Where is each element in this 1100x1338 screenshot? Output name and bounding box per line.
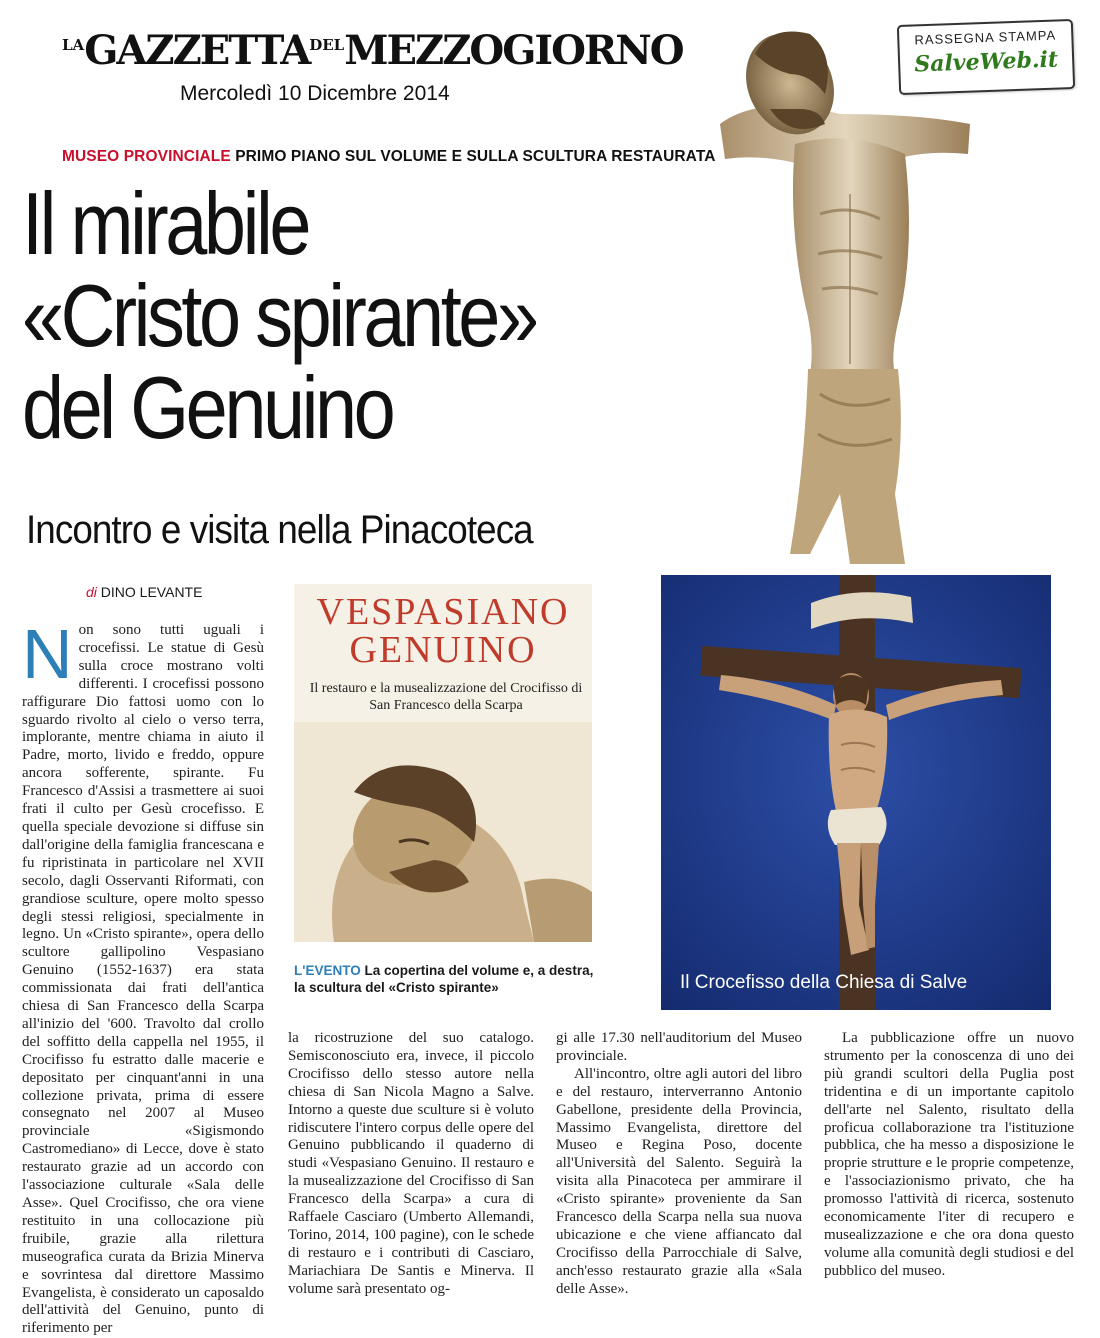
stamp-logo: SalveWeb.it xyxy=(913,46,1059,78)
byline-prefix: di xyxy=(86,584,97,600)
drop-cap: N xyxy=(22,615,73,693)
stamp-label: RASSEGNA STAMPA xyxy=(914,27,1057,48)
column-4-text: La pubblicazione offre un nuovo strumento per la conoscenza di uno dei più grandi scultori della Puglia post tridentina e di un importante capitolo dell'arte nel Salento, risultato della proficua collaborazione tra l'istituzione pubblica, che ha messo a disposizione le proprie strutture e le proprie competenze, e l'associazionismo privato, che ha promosso l'attività di ricerca, sostenuto economicamente l'iter di recupero e musealizzazione e che ora dona questo volume alla comunità degli studiosi e del pubblico del museo. xyxy=(824,1030,1074,1279)
section-kicker xyxy=(62,148,716,166)
kicker-section: MUSEO PROVINCIALE xyxy=(62,148,231,165)
column-3-paragraph-1: gi alle 17.30 nell'auditorium del Museo provinciale. xyxy=(556,1030,802,1064)
column-3-paragraph-2: All'incontro, oltre agli autori del libro e del restauro, interverranno Antonio Gabellone, presidente della Provincia, Massimo Evangelista, direttore del Museo e Regina Poso, docente all'Università del Salento. Seguirà la visita alla Pinacoteca per ammirare il «Cristo spirante» proveniente da San Francesco della Scarpa nella sua nuova ubicazione e che viene affiancato dal Crocifisso della Parrocchiale di Salve, anch'esso restaurato grazie alla «Sala delle Asse». xyxy=(556,1065,802,1297)
kicker-text: PRIMO PIANO SUL VOLUME E SULLA SCULTURA RESTAURATA xyxy=(235,148,716,165)
cover-caption xyxy=(294,962,594,996)
headline-line-1: Il mirabile xyxy=(22,174,308,273)
cristo-spirante-sculpture-photo xyxy=(700,14,990,564)
column-2-text: la ricostruzione del suo catalogo. Semisconosciuto era, invece, il piccolo Crocifisso dello stesso autore nella chiesa di San Nicola Magno a Salve. Intorno a queste due sculture si è voluto ridiscutere l'intero corpus delle opere del Genuino pubblicando il quaderno di studi «Vespasiano Genuino. Il restauro e la musealizzazione del Crocifisso di San Francesco della Scarpa» a cura di Raffaele Casciaro (Umberto Allemandi, Torino, 2014, 100 pagine), con le schede di restauro e i contributi di Casciaro, Mariachiara De Santis e Minerva. Il volume sarà presentato og- xyxy=(288,1030,534,1297)
article-column-1 xyxy=(22,615,264,1337)
article-headline xyxy=(22,174,555,457)
cover-title-line-2: GENUINO xyxy=(349,629,537,671)
caption-label: L'EVENTO xyxy=(294,963,361,978)
book-cover xyxy=(294,584,592,942)
crucifix-caption: Il Crocefisso della Chiesa di Salve xyxy=(680,972,968,993)
article-column-2 xyxy=(288,1030,534,1302)
byline-author: DINO LEVANTE xyxy=(100,584,203,600)
headline-line-2: «Cristo spirante» xyxy=(22,266,536,365)
cover-sculpture-image xyxy=(294,722,592,942)
byline xyxy=(86,584,202,600)
publication-date: Mercoledì 10 Dicembre 2014 xyxy=(180,82,450,105)
cover-subtitle: Il restauro e la musealizzazione del Crocifisso di San Francesco della Scarpa xyxy=(309,681,583,713)
newspaper-masthead: $^{LA}GAZZETTA^{DEL}MEZZOGIORNO$ xyxy=(62,27,683,74)
headline-line-3: del Genuino xyxy=(22,358,393,457)
column-1-text: on sono tutti uguali i crocefissi. Le statue di Gesù sulla croce mostrano volti differenti. I crocefissi possono raffigurare Dio fattosi uomo con lo sguardo rivolto al cielo o verso terra, implorante, mentre chiama in aiuto il Padre, morto, livido e freddo, oppure ancora sofferente, spirante. Fu Francesco d'Assisi a trasmettere ai suoi frati il culto per Gesù crocefisso. E quella speciale devozione si diffuse sin dall'origine della famiglia francescana e fu ripristinata in particolare nel XVII secolo, dagli Osservanti Riformati, con grandiose sculture, opere molto spesso degli stessi religiosi, specialmente in legno. Un «Cristo spirante», opera dello scultore gallipolino Vespasiano Genuino (1552-1637) era stata commissionata dai frati dell'antica chiesa di San Francesco della Scarpa all'inizio del '600. Travolto dal crollo del soffitto della cappella nel 1955, il Crocifisso fu estratto dalle macerie e depositato per cinquant'anni in una collezione privata, prima di essere consegnato nel 2007 al Museo provinciale «Sigismondo Castromediano» di Lecce, dove è stato restaurato grazie ad un accordo con l'associazione culturale «Sala delle Asse». Quel Crocifisso, che ora viene restituito in una collocazione più fruibile, grazie alla rilettura museografica curata da Brizia Minerva e sovrintesa dal direttore Massimo Evangelista, è considerato un caposaldo dell'attività del Genuino, punto di riferimento per xyxy=(22,622,264,1337)
crucifix-salve-photo xyxy=(661,575,1051,1010)
article-column-4 xyxy=(824,1030,1074,1302)
article-subheadline: Incontro e visita nella Pinacoteca xyxy=(26,508,533,552)
cover-title-line-1: VESPASIANO xyxy=(316,591,570,633)
article-column-3 xyxy=(556,1030,802,1302)
caption-text: La copertina del volume e, a destra, la scultura del «Cristo spirante» xyxy=(294,963,594,995)
